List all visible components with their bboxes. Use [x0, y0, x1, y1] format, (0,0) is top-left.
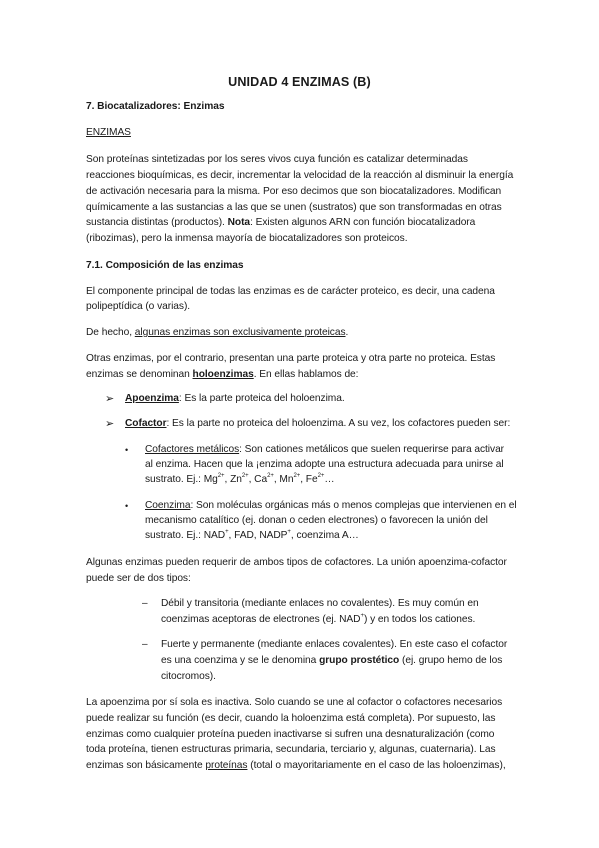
list-item-coenzima: [145, 498, 517, 514]
text-run: .: [345, 327, 349, 338]
text-run: : Es la parte no proteica del holoenzima. A su vez, los cofactores pueden ser:: [166, 418, 511, 429]
paragraph-line: Son proteínas sintetizadas por los seres vivos cuya función es catalizar determinadas: [86, 154, 468, 165]
text-run: , FAD, NADP: [228, 530, 288, 541]
term-apoenzima: Apoenzima: [125, 393, 179, 404]
paragraph-line: enzimas como cualquier proteína pueden inactivarse si sufren una desnaturalización (como: [86, 729, 495, 740]
text-run: . En ellas hablamos de:: [253, 369, 359, 380]
paragraph-line: [86, 758, 506, 774]
paragraph-line: [86, 325, 348, 341]
text-run: : Es la parte proteica del holoenzima.: [178, 393, 345, 404]
bullet-icon: •: [125, 501, 129, 511]
arrow-bullet-icon: ➢: [105, 418, 115, 430]
term-cofactores-metalicos: Cofactores metálicos: [145, 444, 240, 455]
text-run: (total o mayoritariamente en el caso de las holoenzimas),: [247, 760, 506, 771]
paragraph-line: de activación necesaria para la misma. Por eso decimos que son biocatalizadores. Modifican: [86, 186, 502, 197]
text-run: sustrato. Ej.: Mg: [145, 474, 218, 485]
term-holoenzimas: holoenzimas: [192, 369, 254, 380]
paragraph-line: toda proteína, tienen estructuras primaria, secundaria, terciario y, algunas, cuaternaria). Las: [86, 744, 496, 755]
text-run: enzimas son básicamente: [86, 760, 206, 771]
paragraph-line: Otras enzimas, por el contrario, presentan una parte proteica y otra parte no proteica. Estas: [86, 353, 496, 364]
text-run: : Existen algunos ARN con función biocatalizadora: [250, 217, 476, 228]
text-run: sustrato. Ej.: NAD: [145, 530, 226, 541]
text-run: : Son cationes metálicos que suelen requerirse para activar: [239, 444, 505, 455]
text-run: , Ca: [248, 474, 268, 485]
text-run: , Zn: [224, 474, 242, 485]
section-heading: 7. Biocatalizadores: Enzimas: [86, 101, 225, 112]
underlined-text: algunas enzimas son exclusivamente proteicas: [134, 327, 346, 338]
list-item-strong-union: Fuerte y permanente (mediante enlaces covalentes). En este caso el cofactor: [161, 639, 508, 650]
list-item-weak-union: Débil y transitoria (mediante enlaces no covalentes). Es muy común en: [161, 598, 479, 609]
superscript: 2+: [293, 472, 301, 479]
paragraph-line: [86, 215, 475, 231]
paragraph-line: puede ser de dos tipos:: [86, 573, 191, 584]
paragraph-line: [145, 472, 334, 488]
superscript: +: [360, 612, 364, 619]
superscript: 2+: [267, 472, 274, 479]
dash-bullet-icon: –: [142, 639, 148, 650]
text-run: : Son moléculas orgánicas más o menos complejas que intervienen en el: [190, 500, 517, 511]
arrow-bullet-icon: ➢: [105, 393, 115, 405]
text-run: enzimas se denominan: [86, 369, 193, 380]
document-title: UNIDAD 4 ENZIMAS (B): [228, 75, 371, 89]
note-label: Nota: [227, 217, 251, 228]
paragraph-line: químicamente a las sustancias a las que se unen (sustratos) que son transformadas en otras: [86, 202, 502, 213]
paragraph-line: reacciones bioquímicas, es decir, incrementar la velocidad de la reacción al disminuir la energía: [86, 170, 514, 181]
underlined-text: proteínas: [205, 760, 248, 771]
paragraph-line: puede realizar su función (es decir, cuando la holoenzima está completa). Por supuesto, las: [86, 713, 496, 724]
text-run: ) y en todos los cationes.: [363, 614, 476, 625]
paragraph-line: [145, 528, 359, 544]
bullet-icon: •: [125, 445, 129, 455]
term-cofactor: Cofactor: [125, 418, 167, 429]
paragraph-line: (ribozimas), pero la inmensa mayoría de biocatalizadores son proteicos.: [86, 233, 408, 244]
superscript: +: [225, 528, 229, 535]
list-item-metal: [145, 442, 504, 458]
text-run: coenzimas aceptoras de electrones (ej. NAD: [161, 614, 361, 625]
text-run: …: [324, 474, 335, 485]
paragraph-line: citocromos).: [161, 671, 216, 682]
paragraph-line: La apoenzima por sí sola es inactiva. Solo cuando se une al cofactor o cofactores necesarios: [86, 697, 503, 708]
superscript: +: [287, 528, 291, 535]
superscript: 2+: [241, 472, 249, 479]
text-run: , Fe: [300, 474, 318, 485]
text-run: De hecho,: [86, 327, 135, 338]
list-item-apoenzima: [125, 391, 345, 407]
composition-heading: 7.1. Composición de las enzimas: [86, 260, 244, 271]
term-grupo-prostetico: grupo prostético: [319, 655, 400, 666]
paragraph-line: [86, 367, 358, 383]
text-run: sustancia distintas (productos).: [86, 217, 228, 228]
text-run: , coenzima A…: [290, 530, 359, 541]
paragraph-line: [161, 612, 475, 628]
list-item-cofactor: [125, 416, 510, 432]
paragraph-line: polipeptídica (o varias).: [86, 301, 191, 312]
paragraph-line: al enzima. Hacen que la ¡enzima adopte una estructura adecuada para unirse al: [145, 459, 504, 470]
paragraph-line: [161, 653, 502, 669]
paragraph-line: mecanismo catalítico (ej. donan o ceden electrones) o favorecen la unión del: [145, 515, 488, 526]
text-run: es una coenzima y se le denomina: [161, 655, 320, 666]
dash-bullet-icon: –: [142, 598, 148, 609]
superscript: 2+: [317, 472, 325, 479]
text-run: , Mn: [273, 474, 294, 485]
term-coenzima: Coenzima: [145, 500, 191, 511]
superscript: 2+: [217, 472, 225, 479]
paragraph-line: El componente principal de todas las enzimas es de carácter proteico, es decir, una cadena: [86, 286, 495, 297]
text-run: (ej. grupo hemo de los: [399, 655, 503, 666]
subheading-enzimas: ENZIMAS: [86, 127, 131, 138]
paragraph-line: Algunas enzimas pueden requerir de ambos tipos de cofactores. La unión apoenzima-cofactor: [86, 557, 507, 568]
